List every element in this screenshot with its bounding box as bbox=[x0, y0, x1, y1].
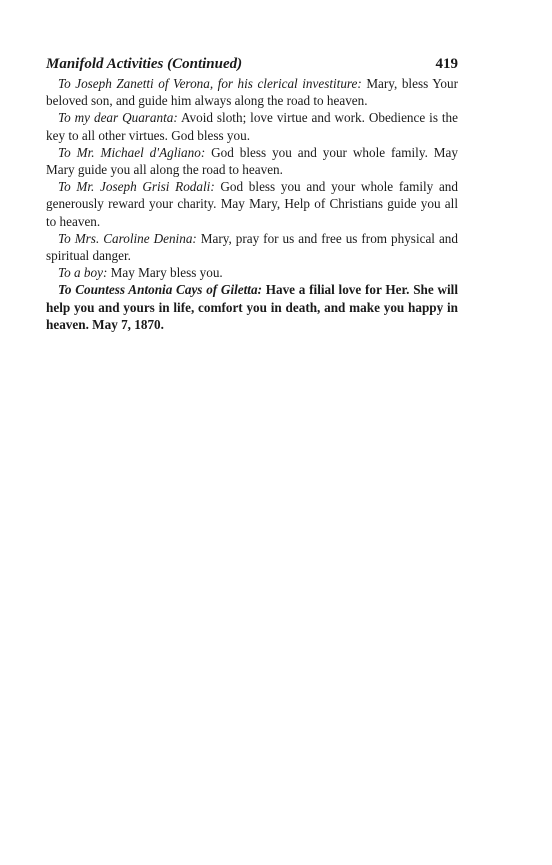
entry-addressee: To Countess Antonia Cays of Giletta: bbox=[58, 282, 262, 298]
entry-text: May Mary bless you. bbox=[107, 265, 223, 281]
entry-text: God bless you and your whole family and generously reward your charity. May Mary, Help of Christians guide you all to heaven. bbox=[46, 179, 458, 229]
entry-cays-of-giletta bbox=[46, 281, 458, 333]
entry-zanetti bbox=[46, 75, 458, 109]
entry-grisi-rodali bbox=[46, 178, 458, 230]
page-number: 419 bbox=[435, 56, 458, 72]
entry-text: God bless you and your whole family. May Mary guide you all along the road to heaven. bbox=[46, 144, 458, 178]
entry-text: Avoid sloth; love virtue and work. Obedience is the key to all other virtues. God bless you. bbox=[46, 110, 459, 143]
entry-text: Mary, bless Your beloved son, and guide him always along the road to heaven. bbox=[46, 76, 459, 109]
entry-addressee: To Mr. Michael d'Agliano: bbox=[58, 144, 206, 160]
entry-addressee: To my dear Quaranta: bbox=[58, 110, 178, 126]
entry-dagliano bbox=[46, 144, 458, 178]
entry-text: Mary, pray for us and free us from physical and spiritual danger. bbox=[46, 230, 458, 264]
entry-boy bbox=[46, 264, 458, 281]
running-title: Manifold Activities (Continued) bbox=[46, 56, 243, 72]
entry-addressee: To Joseph Zanetti of Verona, for his clerical investiture: bbox=[58, 76, 362, 91]
running-head bbox=[46, 56, 458, 73]
entry-text: Have a filial love for Her. She will help you and yours in life, comfort you in death, and make you happy in heaven. May 7, 1870. bbox=[46, 282, 458, 332]
entry-denina bbox=[46, 230, 458, 264]
entry-addressee: To Mr. Joseph Grisi Rodali: bbox=[58, 179, 215, 195]
entry-addressee: To a boy: bbox=[58, 265, 108, 281]
entry-quaranta bbox=[46, 109, 458, 143]
book-page bbox=[46, 56, 458, 333]
entry-addressee: To Mrs. Caroline Denina: bbox=[58, 230, 197, 246]
